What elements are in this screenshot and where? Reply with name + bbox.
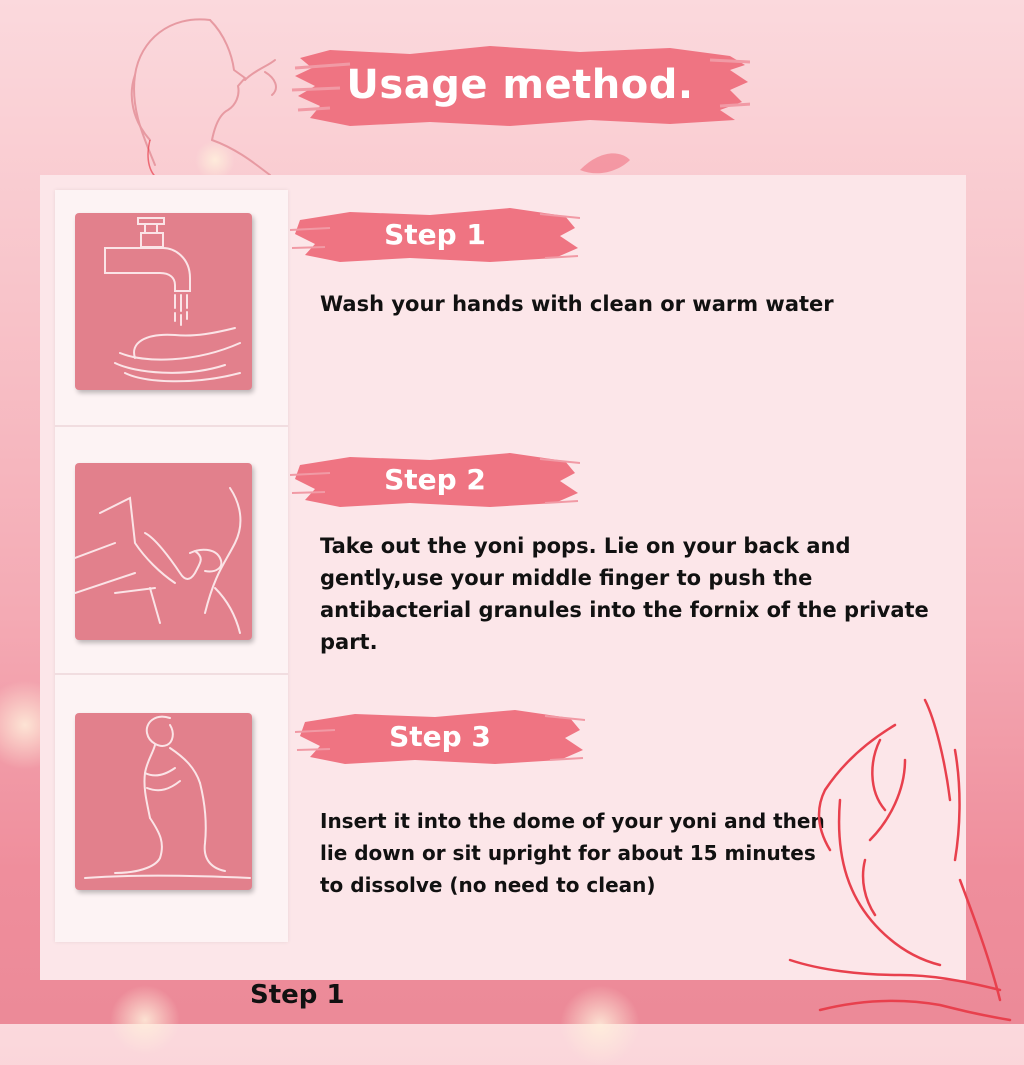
page-title: Usage method.	[346, 62, 694, 108]
step-1-text: Wash your hands with clean or warm water	[320, 292, 834, 316]
bokeh-light	[195, 140, 235, 180]
step-1-label: Step 1	[384, 218, 486, 251]
faucet-hands-icon	[75, 213, 252, 390]
step-2-label: Step 2	[384, 463, 486, 496]
step-2-banner	[290, 445, 580, 515]
step-3-illustration	[75, 713, 252, 890]
kneeling-woman-icon	[75, 713, 252, 890]
hand-insert-icon	[75, 463, 252, 640]
bokeh-light	[560, 985, 640, 1065]
step-1-banner	[290, 200, 580, 270]
step-1-illustration	[75, 213, 252, 390]
card-divider	[55, 425, 288, 427]
footer-step-label: Step 1	[250, 980, 345, 1010]
title-banner	[290, 40, 750, 130]
step-2-illustration	[75, 463, 252, 640]
step-3-label: Step 3	[389, 720, 491, 753]
step-3-banner	[295, 702, 585, 772]
card-divider	[55, 673, 288, 675]
step-2-text: Take out the yoni pops. Lie on your back and gently,use your middle finger to push the antibacterial granules into the fornix of the private part.	[320, 534, 929, 654]
bokeh-light	[110, 985, 180, 1055]
step-3-text: Insert it into the dome of your yoni and then lie down or sit upright for about 15 minutes to dissolve (no need to clean)	[320, 809, 825, 897]
